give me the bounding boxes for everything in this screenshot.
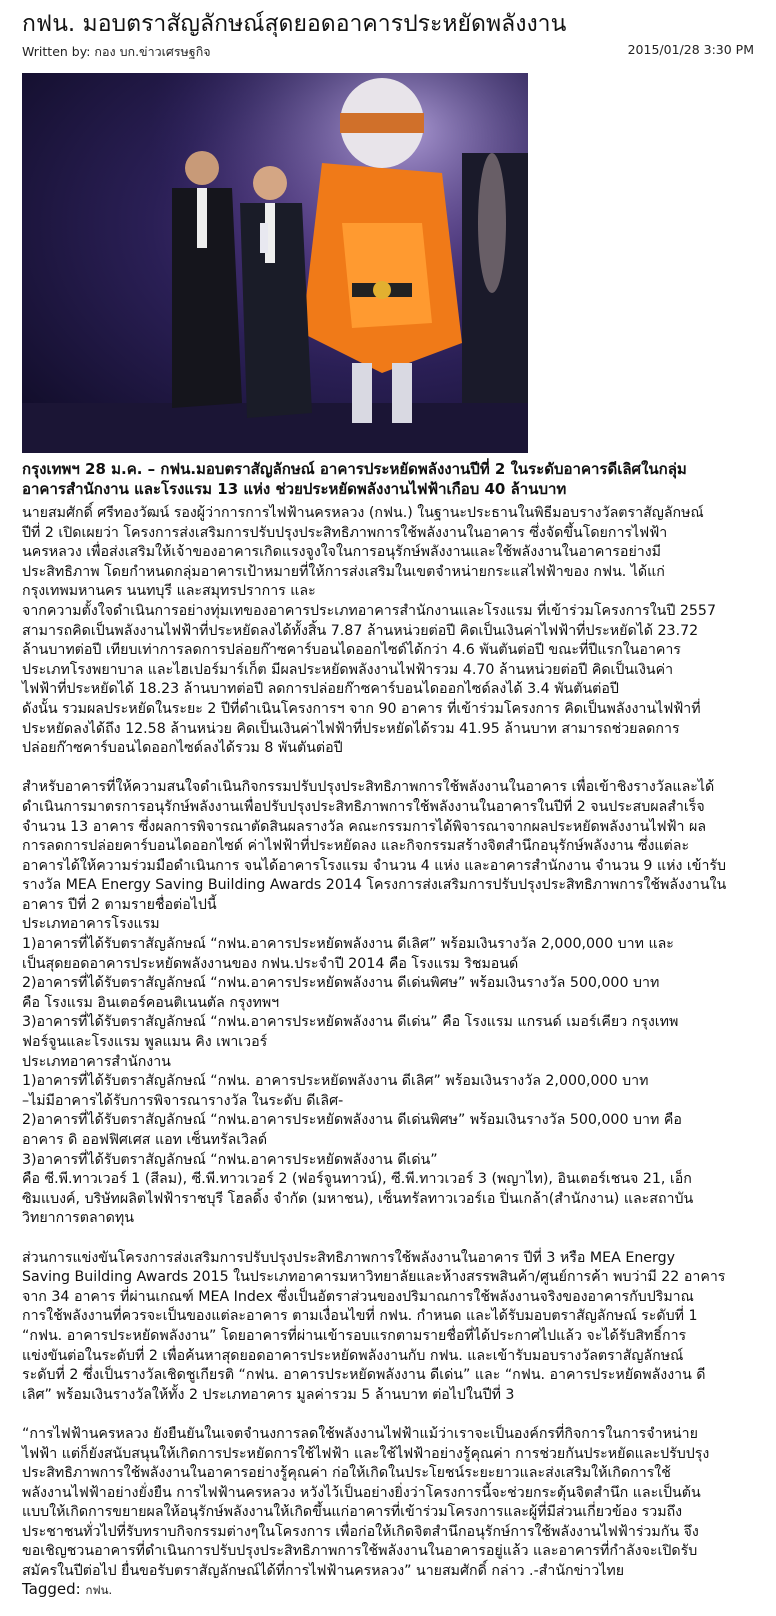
paragraph-line: จาก 34 อาคาร ที่ผ่านเกณฑ์ MEA Index ซึ่งเป็นอัตราส่วนของปริมาณการใช้พลังงานจริงของอาคารกับปริมาณ xyxy=(22,1288,694,1305)
paragraph-line: 1)อาคารที่ได้รับตราสัญลักษณ์ “กฟน.อาคารประหยัดพลังงาน ดีเลิศ” พร้อมเงินรางวัล 2,000,000 บาท และ xyxy=(22,936,674,953)
article-lead xyxy=(22,459,687,499)
paragraph-line: รางวัล MEA Energy Saving Building Awards 2014 โครงการส่งเสริมการปรับปรุงประสิทธิภาพการใช้พลังงานใน xyxy=(22,877,727,894)
paragraph-line: นครหลวง เพื่อส่งเสริมให้เจ้าของอาคารเกิดแรงจูงใจในการอนุรักษ์พลังงานและใช้พลังงานในอาคารอย่างมี xyxy=(22,544,661,561)
paragraph-line: ประเภทอาคารโรงแรม xyxy=(22,916,160,933)
paragraph-line: ประชาชนทั่วไปที่รับทราบกิจกรรมต่างๆในโครงการ เพื่อก่อให้เกิดจิตสำนึกอนุรักษ์การใช้พลังงานไฟฟ้าร่วมกัน จึง xyxy=(22,1523,699,1540)
byline-author: กอง บก.ข่าวเศรษฐกิจ xyxy=(94,44,211,59)
publish-date: 2015/01/28 3:30 PM xyxy=(627,42,754,57)
paragraph-line: “การไฟฟ้านครหลวง ยังยืนยันในเจตจำนงการลดใช้พลังงานไฟฟ้าแม้ว่าเราจะเป็นองค์กรที่กิจการในการจำหน่าย xyxy=(22,1425,698,1442)
paragraph-line: เป็นสุดยอดอาคารประหยัดพลังงานของ กฟน.ประจำปี 2014 คือ โรงแรม ริชมอนด์ xyxy=(22,955,519,972)
paragraph-line: การใช้พลังงานที่ควรจะเป็นของแต่ละอาคาร ตามเงื่อนไขที่ กฟน. กำหนด และได้รับมอบตราสัญลักษณ์ ระดับที่ 1 xyxy=(22,1308,698,1325)
paragraph-line: เลิศ” พร้อมเงินรางวัลให้ทั้ง 2 ประเภทอาคาร มูลค่ารวม 5 ล้านบาท ต่อไปในปีที่ 3 xyxy=(22,1386,515,1403)
paragraph-line: ประเภทอาคารสำนักงาน xyxy=(22,1053,171,1070)
paragraph-line: ฟอร์จูนและโรงแรม พูลแมน คิง เพาเวอร์ xyxy=(22,1034,268,1051)
paragraph-line: วิทยาการตลาดทุน xyxy=(22,1210,134,1227)
paragraph-line: สมัครในปีต่อไป ยื่นขอรับตราสัญลักษณ์ได้ที่การไฟฟ้านครหลวง” นายสมศักดิ์ กล่าว .-สำนักข่าวไทย xyxy=(22,1563,625,1580)
paragraph-line: แข่งขันต่อในระดับที่ 2 เพื่อค้นหาสุดยอดอาคารประหยัดพลังงานกับ กฟน. และเข้ารับมอบรางวัลตราสัญลักษณ์ xyxy=(22,1347,684,1364)
paragraph-line: ประสิทธิภาพ โดยกำหนดกลุ่มอาคารเป้าหมายที่ให้การส่งเสริมในเขตจำหน่ายกระแสไฟฟ้าของ กฟน. ได้แก่ xyxy=(22,563,665,580)
paragraph-line: สำหรับอาคารที่ให้ความสนใจดำเนินกิจกรรมปรับปรุงประสิทธิภาพการใช้พลังงานในอาคาร เพื่อเข้าชิงรางวัลและได้ xyxy=(22,779,715,796)
lead-line: อาคารสำนักงาน และโรงแรม 13 แห่ง ช่วยประหยัดพลังงานไฟฟ้าเกือบ 40 ล้านบาท xyxy=(22,480,567,498)
tag-link[interactable]: กฟน. xyxy=(85,1583,113,1597)
paragraph-line: ระดับที่ 2 ซึ่งเป็นรางวัลเชิดชูเกียรติ “กฟน. อาคารประหยัดพลังงาน ดีเด่น” และ “กฟน. อาคารประหยัดพลังงาน ดี xyxy=(22,1367,706,1384)
byline xyxy=(22,42,211,62)
paragraph-line: พลังงานไฟฟ้าอย่างยั่งยืน การไฟฟ้านครหลวง หวังไว้เป็นอย่างยิ่งว่าโครงการนี้จะช่วยกระตุ้นจิตสำนึก และเป็นต้น xyxy=(22,1484,701,1501)
paragraph-gap xyxy=(22,759,726,779)
paragraph-line: “กฟน. อาคารประหยัดพลังงาน” โดยอาคารที่ผ่านเข้ารอบแรกตามรายชื่อที่ได้ประกาศไปแล้ว จะได้รับสิทธิ์การ xyxy=(22,1327,687,1344)
paragraph-line: การลดการปล่อยคาร์บอนไดออกไซด์ ค่าไฟฟ้าที่ประหยัดลง และกิจกรรมสร้างจิตสำนึกอนุรักษ์พลังงาน ซึ่งแต่ละ xyxy=(22,838,690,855)
tagged-label: Tagged: xyxy=(22,1580,81,1598)
paragraph-line: อาคาร ดิ ออฟฟิศเศส แอท เซ็นทรัลเวิลด์ xyxy=(22,1132,268,1148)
article-photo xyxy=(22,73,528,453)
paragraph-line: 1)อาคารที่ได้รับตราสัญลักษณ์ “กฟน. อาคารประหยัดพลังงาน ดีเลิศ” พร้อมเงินรางวัล 2,000,000 บาท xyxy=(22,1073,649,1090)
paragraph xyxy=(22,504,726,759)
paragraph xyxy=(22,778,726,1229)
paragraph-line: ขอเชิญชวนอาคารที่ดำเนินการปรับปรุงประสิทธิภาพการใช้พลังงานในอาคารอยู่แล้ว และอาคารที่กำลังจะเปิดรับ xyxy=(22,1543,698,1560)
paragraph-line: กรุงเทพมหานคร นนทบุรี และสมุทรปราการ และ xyxy=(22,583,316,600)
paragraph-line: จากความตั้งใจดำเนินการอย่างทุ่มเทของอาคารประเภทอาคารสำนักงานและโรงแรม ที่เข้าร่วมโครงการในปี 2557 xyxy=(22,602,716,619)
paragraph-line: ประเภทโรงพยาบาล และไฮเปอร์มาร์เก็ต มีผลประหยัดพลังงานไฟฟ้ารวม 4.70 ล้านหน่วยต่อปี คิดเป็นเงินค่า xyxy=(22,661,674,678)
paragraph-gap xyxy=(22,1229,726,1249)
paragraph-line: อาคาร ปีที่ 2 ตามรายชื่อต่อไปนี้ xyxy=(22,896,217,913)
award-ceremony-photo-icon xyxy=(22,73,528,453)
paragraph-line: อาคารได้ให้ความร่วมมือดำเนินการ จนได้อาคารโรงแรม จำนวน 4 แห่ง และอาคารสำนักงาน จำนวน 9 แห่ง เข้ารับ xyxy=(22,857,727,874)
article-title: กฟน. มอบตราสัญลักษณ์สุดยอดอาคารประหยัดพลังงาน xyxy=(22,11,567,37)
paragraph-line: ไฟฟ้า แต่ก็ยังสนับสนุนให้เกิดการประหยัดการใช้ไฟฟ้า และใช้ไฟฟ้าอย่างรู้คุณค่า การช่วยกันประหยัดและปรับปรุง xyxy=(22,1445,710,1462)
paragraph-line: จำนวน 13 อาคาร ซึ่งผลการพิจารณาตัดสินผลรางวัล คณะกรรมการได้พิจารณาจากผลประหยัดพลังงานไฟฟ้า ผล xyxy=(22,818,707,835)
paragraph-line: ประสิทธิภาพการใช้พลังงานในอาคารอย่างรู้คุณค่า ก่อให้เกิดในประโยชน์ระยะยาวและส่งเสริมให้เกิดการใช้ xyxy=(22,1465,671,1482)
paragraph-line: ล้านบาทต่อปี เทียบเท่าการลดการปล่อยก๊าซคาร์บอนไดออกไซด์ได้กว่า 4.6 พันตันต่อปี ขณะที่ปีแรกในอาคาร xyxy=(22,642,681,659)
tags xyxy=(22,1580,112,1600)
paragraph-line: –ไม่มีอาคารได้รับการพิจารณารางวัล ในระดับ ดีเลิศ- xyxy=(22,1092,344,1109)
article-body xyxy=(22,504,726,1582)
paragraph-line: สามารถคิดเป็นพลังงานไฟฟ้าที่ประหยัดลงได้ทั้งสิ้น 7.87 ล้านหน่วยต่อปี คิดเป็นเงินค่าไฟฟ้าที่ประหยัดได้ 23.72 xyxy=(22,622,699,639)
paragraph-line: 3)อาคารที่ได้รับตราสัญลักษณ์ “กฟน.อาคารประหยัดพลังงาน ดีเด่น” xyxy=(22,1151,438,1168)
paragraph xyxy=(22,1249,726,1406)
paragraph-line: ซิมแบงค์, บริษัทผลิตไฟฟ้าราชบุรี โฮลดิ้ง จำกัด (มหาชน), เซ็นทรัลทาวเวอร์เอ ปิ่นเกล้า(สำนักงาน) และสถาบัน xyxy=(22,1190,694,1207)
paragraph-line: ไฟฟ้าที่ประหยัดได้ 18.23 ล้านบาทต่อปี ลดการปล่อยก๊าซคาร์บอนไดออกไซด์ลงได้ 3.4 พันตันต่อปี xyxy=(22,681,619,698)
paragraph-line: ปล่อยก๊าซคาร์บอนไดออกไซด์ลงได้รวม 8 พันตันต่อปี xyxy=(22,740,343,757)
paragraph-line: 2)อาคารที่ได้รับตราสัญลักษณ์ “กฟน.อาคารประหยัดพลังงาน ดีเด่นพิศษ” พร้อมเงินรางวัล 500,000 บาท xyxy=(22,975,660,992)
paragraph-line: คือ ซี.พี.ทาวเวอร์ 1 (สีลม), ซี.พี.ทาวเวอร์ 2 (ฟอร์จูนทาวน์), ซี.พี.ทาวเวอร์ 3 (พญาไท), อินเตอร์เชนจ 21, เอ็ก xyxy=(22,1171,692,1188)
paragraph-gap xyxy=(22,1405,726,1425)
paragraph-line: 3)อาคารที่ได้รับตราสัญลักษณ์ “กฟน.อาคารประหยัดพลังงาน ดีเด่น” คือ โรงแรม แกรนด์ เมอร์เคียว กรุงเทพ xyxy=(22,1014,679,1031)
paragraph-line: ดังนั้น รวมผลประหยัดในระยะ 2 ปีที่ดำเนินโครงการฯ จาก 90 อาคาร ที่เข้าร่วมโครงการ คิดเป็นพลังงานไฟฟ้าที่ xyxy=(22,700,701,717)
paragraph-line: นายสมศักดิ์ ศรีทองวัฒน์ รองผู้ว่าการการไฟฟ้านครหลวง (กฟน.) ในฐานะประธานในพิธีมอบรางวัลตราสัญลักษณ์ xyxy=(22,505,704,521)
paragraph xyxy=(22,1425,726,1582)
paragraph-line: ดำเนินการมาตรการอนุรักษ์พลังงานเพื่อปรับปรุงประสิทธิภาพการใช้พลังงานในอาคารในปีที่ 2 จนประสบผลสำเร็จ xyxy=(22,798,705,815)
paragraph-line: คือ โรงแรม อินเตอร์คอนติเนนตัล กรุงทพฯ xyxy=(22,994,280,1011)
paragraph-line: Saving Building Awards 2015 ในประเภทอาคารมหาวิทยาลัยและห้างสรรพสินค้า/ศูนย์การค้า พบว่ามี 22 อาคาร xyxy=(22,1269,726,1286)
paragraph-line: ประหยัดลงได้ถึง 12.58 ล้านหน่วย คิดเป็นเงินค่าไฟฟ้าที่ประหยัดได้รวม 41.95 ล้านบาท สามารถช่วยลดการ xyxy=(22,720,680,737)
lead-line: กรุงเทพฯ 28 ม.ค. – กฟน.มอบตราสัญลักษณ์ อาคารประหยัดพลังงานปีที่ 2 ในระดับอาคารดีเลิศในกลุ่ม xyxy=(22,460,687,478)
paragraph-line: 2)อาคารที่ได้รับตราสัญลักษณ์ “กฟน.อาคารประหยัดพลังงาน ดีเด่นพิศษ” พร้อมเงินรางวัล 500,000 บาท คือ xyxy=(22,1112,682,1129)
byline-label: Written by: xyxy=(22,44,91,59)
paragraph-line: ปีที่ 2 เปิดเผยว่า โครงการส่งเสริมการปรับปรุงประสิทธิภาพการใช้พลังงานในอาคาร ซึ่งจัดขึ้นโดยการไฟฟ้า xyxy=(22,524,668,541)
paragraph-line: แบบให้เกิดการขยายผลให้อนุรักษ์พลังงานให้เกิดขึ้นแก่อาคารที่เข้าร่วมโครงการและผู้ที่มีส่วนเกี่ยวข้อง รวมถึง xyxy=(22,1504,683,1521)
paragraph-line: ส่วนการแข่งขันโครงการส่งเสริมการปรับปรุงประสิทธิภาพการใช้พลังงานในอาคาร ปีที่ 3 หรือ MEA Energy xyxy=(22,1249,676,1266)
